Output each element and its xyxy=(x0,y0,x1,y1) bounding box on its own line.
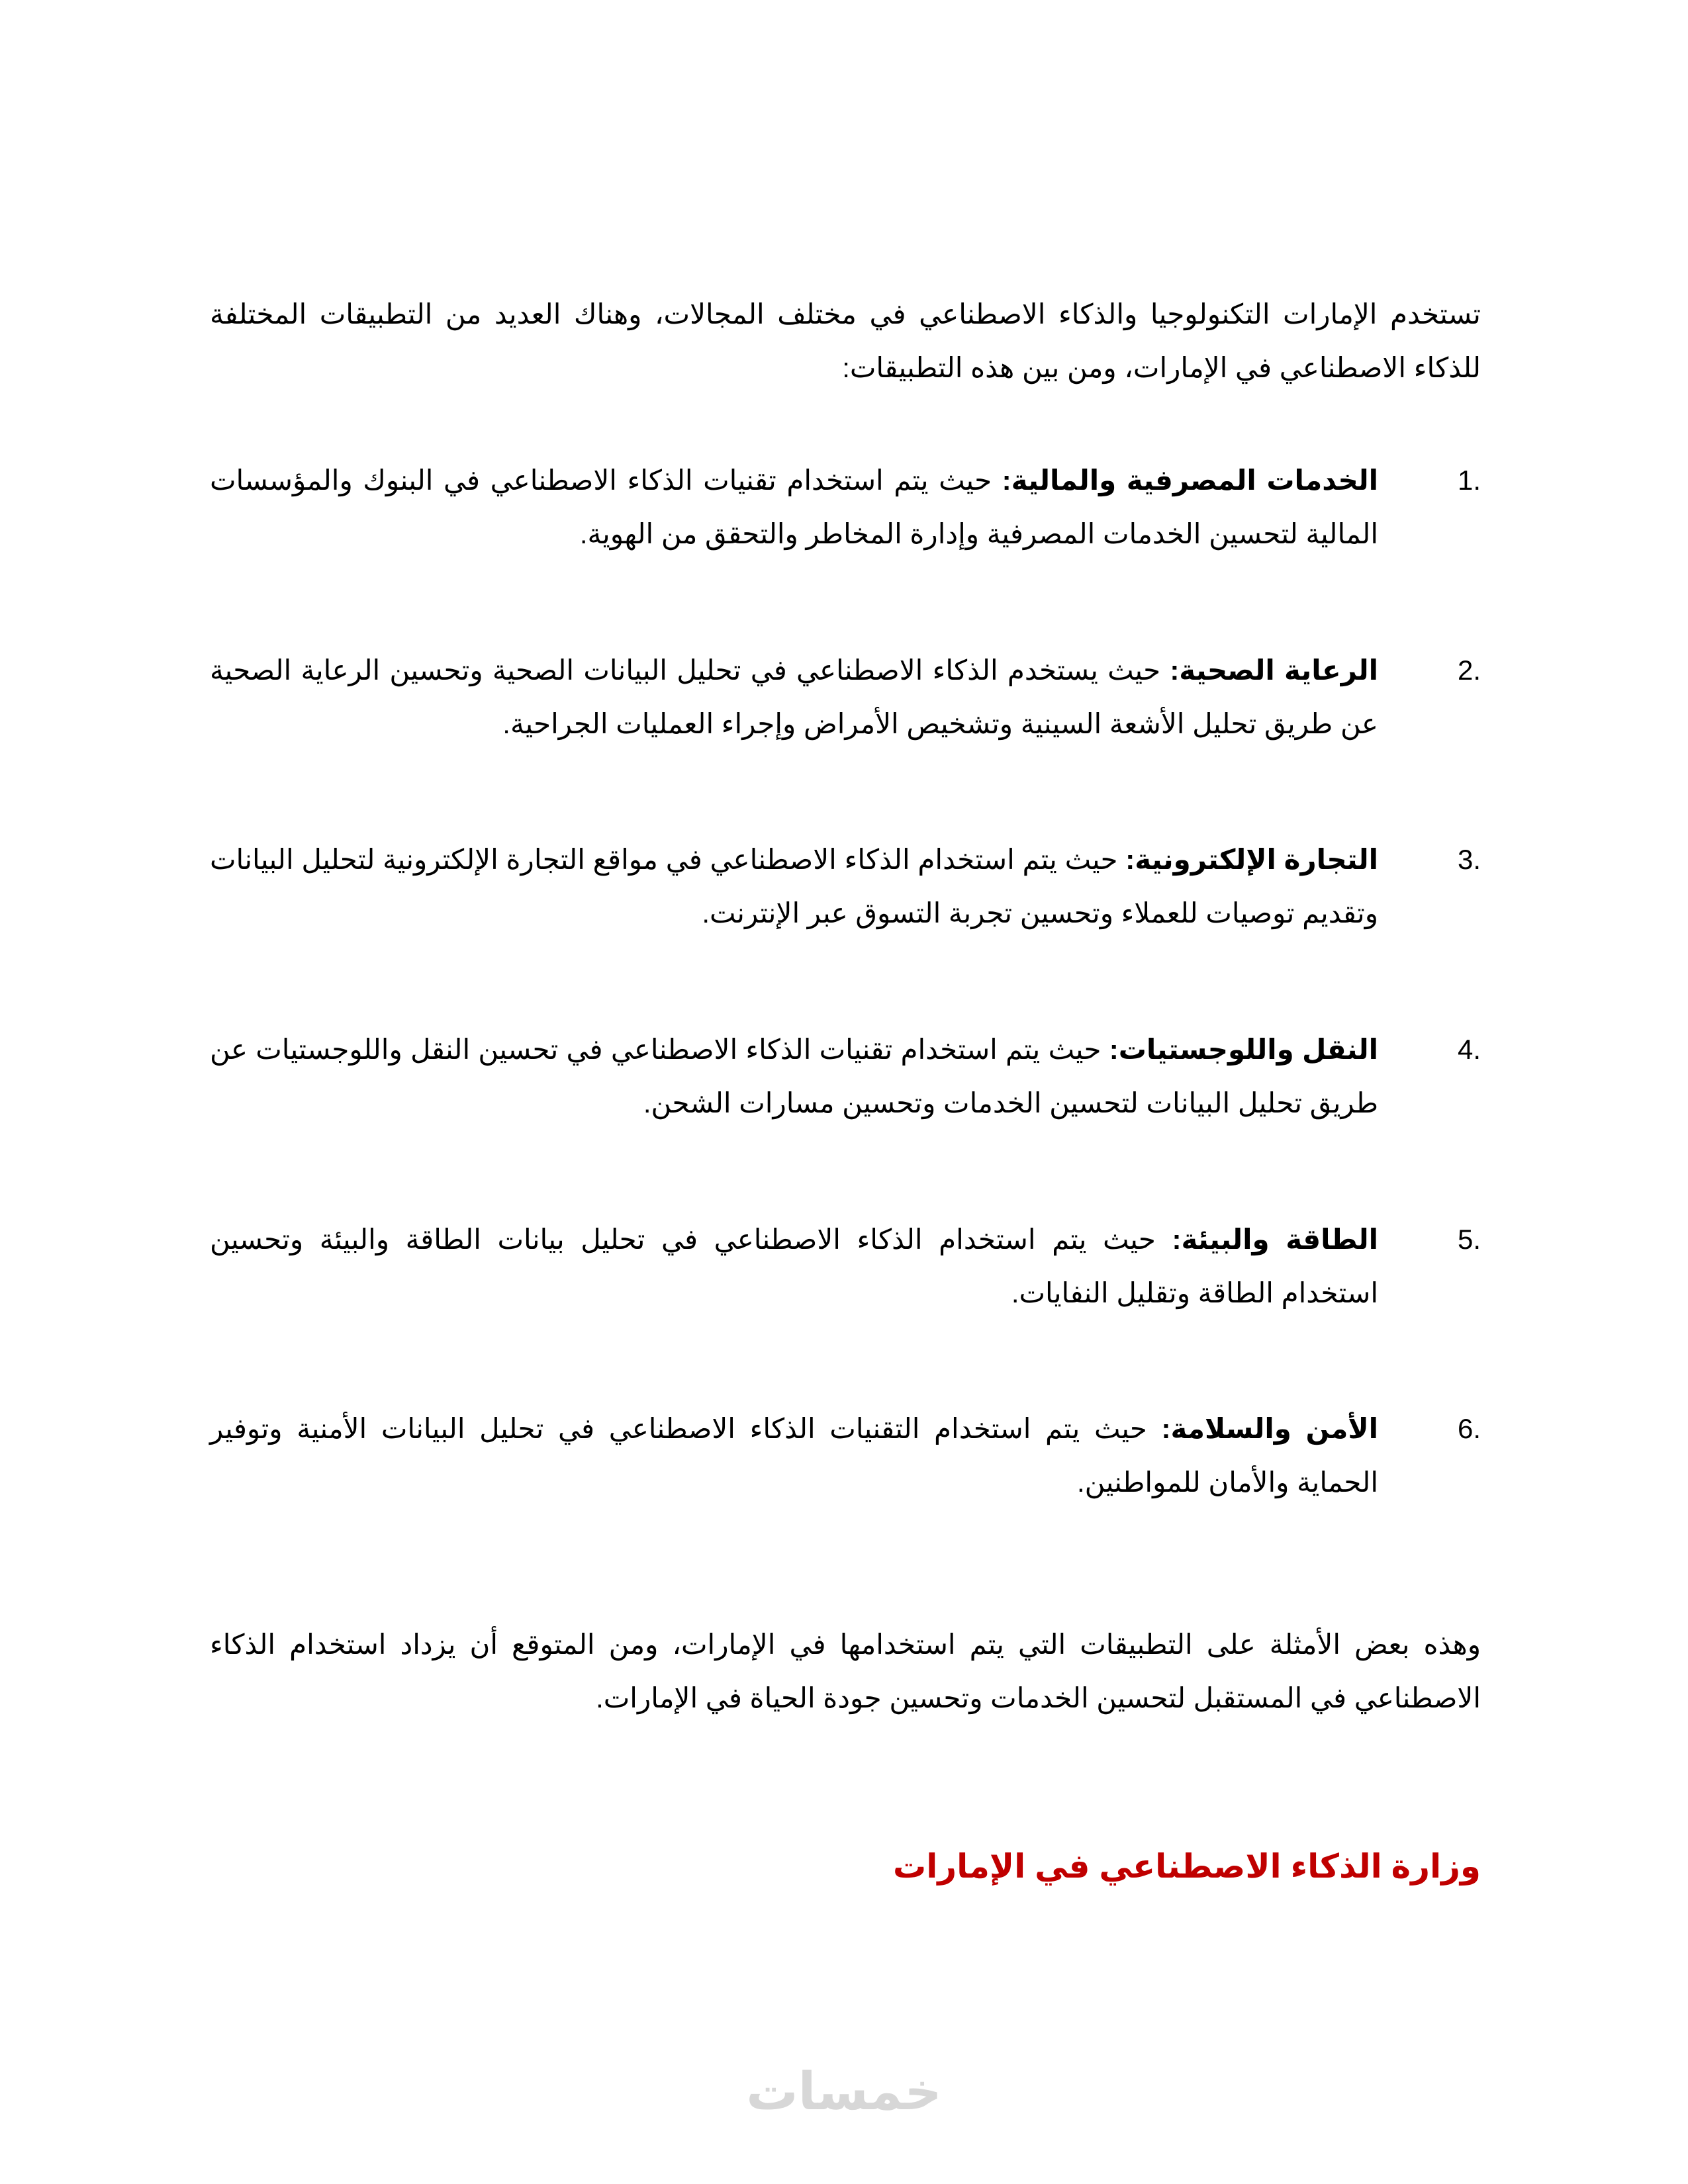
list-item xyxy=(210,643,1481,756)
list-item-text: حيث يستخدم الذكاء الاصطناعي في تحليل البيانات الصحية وتحسين الرعاية الصحية عن طريق تحليل الأشعة السينية وتشخيص الأمراض وإجراء العمليات الجراحية. xyxy=(210,655,1378,739)
list-item-body xyxy=(210,1023,1378,1130)
watermark-logo: خمسات xyxy=(746,2062,942,2120)
list-item-body xyxy=(210,1402,1378,1509)
list-item-text: حيث يتم استخدام تقنيات الذكاء الاصطناعي في تحسين النقل واللوجستيات عن طريق تحليل البيانات لتحسين الخدمات وتحسين مسارات الشحن. xyxy=(210,1034,1378,1118)
list-item-title: الطاقة والبيئة: xyxy=(1172,1224,1379,1255)
list-item-text: حيث يتم استخدام الذكاء الاصطناعي في مواقع التجارة الإلكترونية لتحليل البيانات وتقديم توصيات للعملاء وتحسين تجربة التسوق عبر الإنترنت. xyxy=(210,844,1378,929)
list-item-title: النقل واللوجستيات: xyxy=(1109,1034,1378,1065)
list-item-title: الرعاية الصحية: xyxy=(1170,655,1378,686)
closing-paragraph: وهذه بعض الأمثلة على التطبيقات التي يتم استخدامها في الإمارات، ومن المتوقع أن يزداد استخدام الذكاء الاصطناعي في المستقبل لتحسين الخدمات وتحسين جودة الحياة في الإمارات. xyxy=(210,1629,1481,1713)
list-item-title: الأمن والسلامة: xyxy=(1161,1413,1378,1444)
list-item xyxy=(210,1212,1481,1325)
list-item xyxy=(210,833,1481,945)
list-item-body xyxy=(210,833,1378,940)
list-item-number: 6. xyxy=(1457,1413,1481,1444)
list-item xyxy=(210,453,1481,566)
intro-paragraph: تستخدم الإمارات التكنولوجيا والذكاء الاصطناعي في مختلف المجالات، وهناك العديد من التطبيقات المختلفة للذكاء الاصطناعي في الإمارات، ومن بين هذه التطبيقات: xyxy=(210,298,1481,383)
list-item-text: حيث يتم استخدام التقنيات الذكاء الاصطناعي في تحليل البيانات الأمنية وتوفير الحماية والأمان للمواطنين. xyxy=(210,1413,1378,1498)
list-item-number: 2. xyxy=(1457,655,1481,686)
list-item-body xyxy=(210,643,1378,751)
list-item-text: حيث يتم استخدام الذكاء الاصطناعي في تحليل بيانات الطاقة والبيئة وتحسين استخدام الطاقة وتقليل النفايات. xyxy=(210,1224,1378,1308)
list-item-text: حيث يتم استخدام تقنيات الذكاء الاصطناعي في البنوك والمؤسسات المالية لتحسين الخدمات المصرفية وإدارة المخاطر والتحقق من الهوية. xyxy=(210,465,1378,549)
list-item-body xyxy=(210,453,1378,561)
list-item-number: 5. xyxy=(1457,1224,1481,1255)
list-item-number: 3. xyxy=(1457,844,1481,875)
list-item-number: 1. xyxy=(1457,465,1481,496)
list-item-title: التجارة الإلكترونية: xyxy=(1125,844,1379,875)
list-item xyxy=(210,1023,1481,1135)
list-item xyxy=(210,1402,1481,1514)
list-item-body xyxy=(210,1212,1378,1320)
list-item-number: 4. xyxy=(1457,1034,1481,1065)
section-heading: وزارة الذكاء الاصطناعي في الإمارات xyxy=(893,1848,1481,1885)
list-item-title: الخدمات المصرفية والمالية: xyxy=(1002,465,1378,496)
